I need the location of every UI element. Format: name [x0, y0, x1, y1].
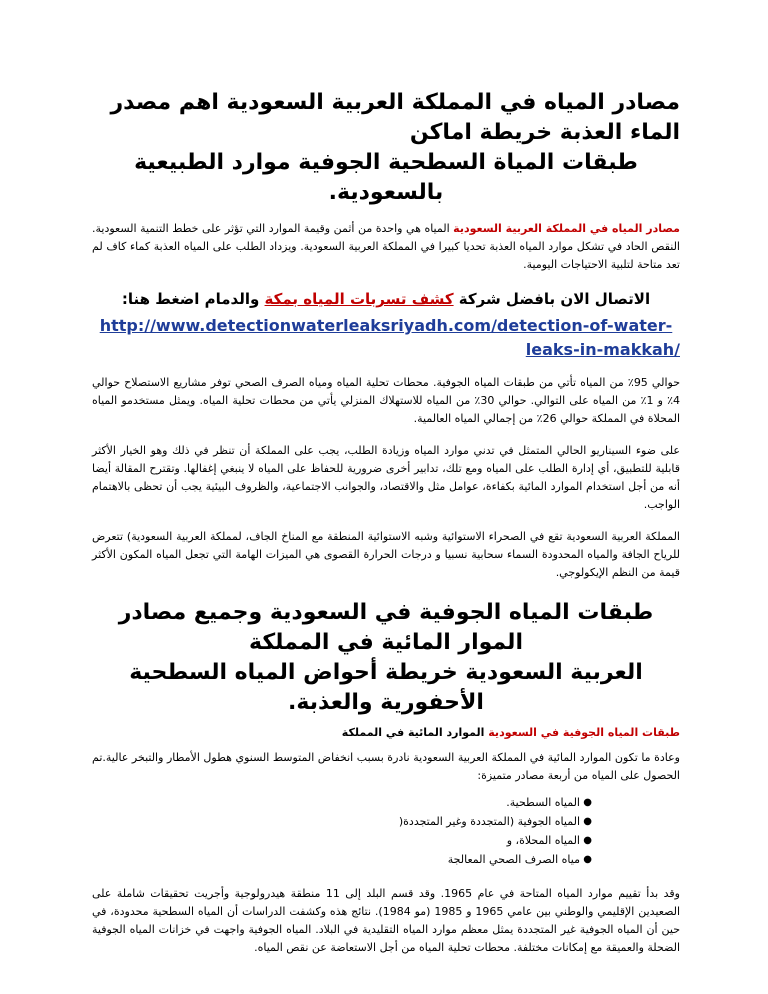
sources-list	[92, 793, 680, 869]
paragraph-climate: المملكة العربية السعودية تقع في الصحراء الاستوائية وشبه الاستوائية المنطقة مع المناخ الجاف، لمملكة العربية السعودية) تتعرض للرياح الجافة والمياه المحدودة السماء سحابية نسبيا و درجات الحرارة القصوى هي الميزات الهامة التي تجعل المياه المكون الأكثر قيمة من النظم الإيكولوجي.	[92, 530, 680, 579]
main-heading-line2: طبقات المياة السطحية الجوفية موارد الطبيعية بالسعودية.	[134, 150, 638, 205]
bullet-icon: ●	[583, 854, 592, 865]
list-item	[92, 812, 680, 831]
paragraph-demand-management: على ضوء السيناريو الحالي المتمثل في تدني موارد المياه وزيادة الطلب، يجب على المملكة أن تنظر في ذلك وهو الخيار الأكثر قابلية للتطبيق، أي إدارة الطلب على المياه ومع تلك، تدابير أخرى ضرورية للحفاظ على المياه لا ينبغي إغفالها. وتقترح المقالة أيضا أنه من أجل استخدام الموارد المائية بكفاءة، عوامل مثل والاقتصاد، والجوانب الاجتماعية، والظروف البيئية يجب أن تحظى بالاهتمام الواجب.	[92, 444, 680, 511]
list-item	[92, 831, 680, 850]
subheading-red: طبقات المياه الجوفية في السعودية	[488, 726, 680, 739]
intro-text: المياه هي واحدة من أثمن وقيمة الموارد التي تؤثر على خطط التنمية السعودية. النقص الحاد في تشكل موارد المياه العذبة تحديا كبيرا في المملكة العربية السعودية. ويزداد الطلب على المياه العذبة كماء كاف لم تعد متاحة لتلبية الاحتياجات اليومية.	[92, 222, 680, 271]
section-heading-line2: العربية السعودية خريطة أحواض المياه السطحية الأحفورية والعذبة.	[129, 660, 643, 715]
list-item-text: المياه السطحية.	[506, 796, 580, 809]
contact-url-line2[interactable]: leaks-in-makkah/	[525, 340, 680, 359]
paragraph-assessment: وقد بدأ تقييم موارد المياه المتاحة في عام 1965. وقد قسم البلد إلى 11 منطقة هيدرولوجية وأجريت تحقيقات شاملة على الصعيدين الإقليمي والوطني بين عامي 1965 و 1985 (مو 1984). نتائج هذه وكشفت الدراسات أن المياه السطحية محدودة، في حين أن المياه الجوفية غير المتجددة يمثل معظم موارد المياه التقليدية في البلاد. المياه الجوفية واجهت في خزانات المياه الجوفية الضحلة والعميقة مع إمكانات مختلفة. محطات تحلية المياه من أجل الاستعاضة عن نقص المياه.	[92, 887, 681, 954]
list-item-text: المياه الجوفية (المتجددة وغير المتجددة(	[398, 815, 580, 828]
bullet-icon: ●	[583, 797, 592, 808]
list-item	[92, 793, 680, 812]
intro-lead: مصادر المياه في المملكة العربية السعودية	[453, 222, 680, 235]
list-item-text: المياه المحلاة، و	[506, 834, 580, 847]
bullet-icon: ●	[583, 835, 592, 846]
bullet-icon: ●	[583, 816, 592, 827]
contact-url[interactable]	[92, 314, 680, 362]
subheading	[92, 726, 680, 739]
contact-suffix: والدمام اضغط هنا:	[121, 290, 265, 308]
section-heading	[92, 598, 680, 718]
contact-url-line1[interactable]: http://www.detectionwaterleaksriyadh.com/detection-of-water-	[99, 316, 673, 335]
subheading-black: الموارد المائية في المملكة	[341, 726, 489, 739]
paragraph-water-share: حوالي 95٪ من المياه تأتي من طبقات المياه الجوفية. محطات تحلية المياه ومياه الصرف الصحي توفر مشاريع الاستصلاح حوالي 4٪ و 1٪ من المياه على التوالي. حوالي 30٪ من المياه للاستهلاك المنزلي يأتي من محطات تحلية المياه. ويمثل مستخدمو المياه المحلاة في المملكة حوالي 26٪ من إجمالي المياه العالمية.	[92, 376, 680, 425]
intro-paragraph	[92, 220, 680, 274]
contact-prefix: الاتصال الان بافضل شركة	[453, 290, 651, 308]
contact-line	[92, 288, 680, 310]
section-heading-line1: طبقات المياه الجوفية في السعودية وجميع مصادر الموار المائية في المملكة	[118, 600, 654, 655]
list-item-text: مياه الصرف الصحي المعالجة	[447, 853, 580, 866]
main-heading	[92, 88, 680, 208]
list-item	[92, 850, 680, 869]
paragraph-sources-intro: وعادة ما تكون الموارد المائية في المملكة العربية السعودية نادرة بسبب انخفاض المتوسط السنوي هطول الأمطار والتبخر عالية.تم الحصول على المياه من أربعة مصادر متميزة:	[92, 751, 680, 782]
main-heading-line1: مصادر المياه في المملكة العربية السعودية اهم مصدر الماء العذبة خريطة اماكن	[110, 90, 680, 145]
contact-link[interactable]: كشف تسربات المياه بمكة	[264, 290, 454, 308]
